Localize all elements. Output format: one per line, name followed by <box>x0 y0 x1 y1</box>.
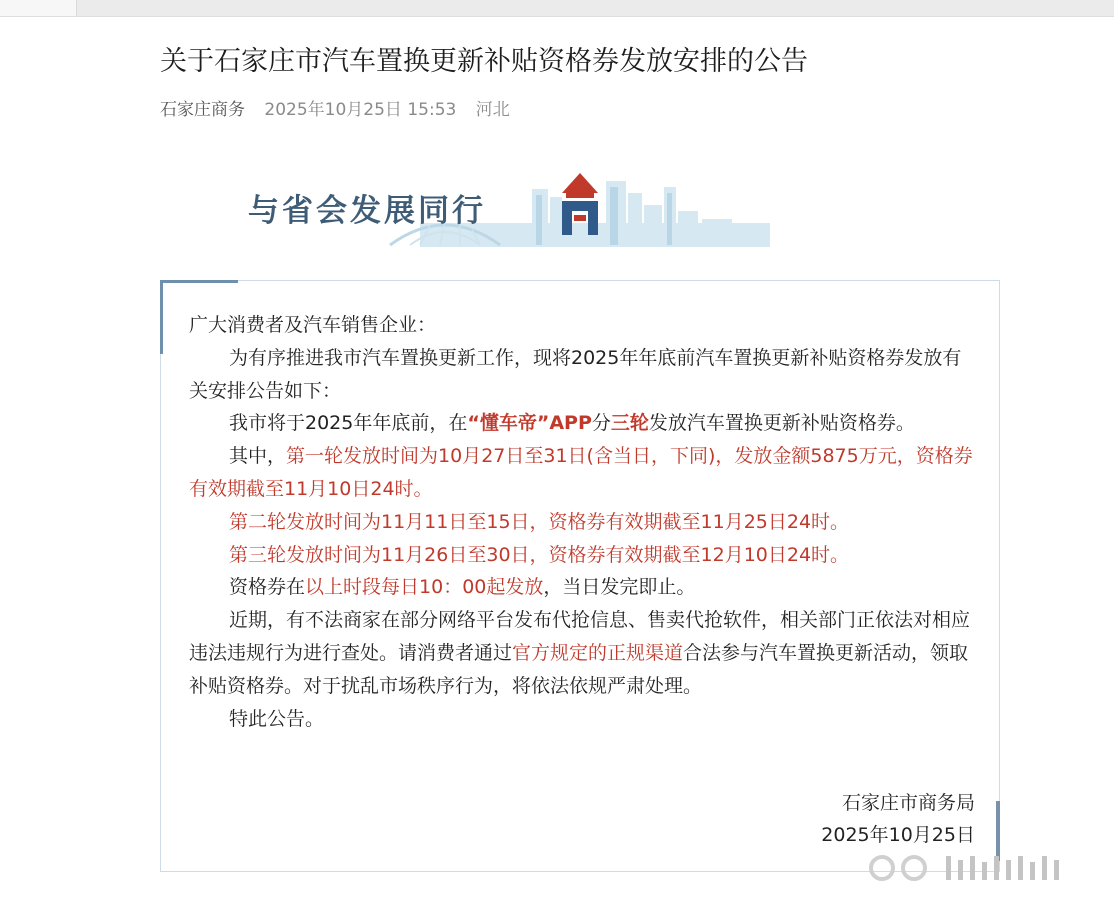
text-segment: 发放汽车置换更新补贴资格券。 <box>648 412 915 435</box>
notice-signature <box>821 787 975 851</box>
text-segment: 分 <box>591 412 611 435</box>
notice-paragraph-time <box>189 571 979 604</box>
notice-paragraph-round-3: 第三轮发放时间为11月26日至30日，资格券有效期截至12月10日24时。 <box>229 543 850 566</box>
card-accent-top <box>160 280 238 283</box>
article-source[interactable]: 石家庄商务 <box>160 100 245 120</box>
notice-paragraph-round-2: 第二轮发放时间为11月11日至15日，资格券有效期截至11月25日24时。 <box>229 510 850 533</box>
round-1-highlight: 第一轮发放时间为10月27日至31日(含当日，下同)，发放金额5875万元，资格券有效期截至11月10日24时。 <box>189 445 973 500</box>
text-segment: 其中， <box>229 445 287 468</box>
text-segment: ，当日发完即止。 <box>543 576 696 599</box>
article-region: 河北 <box>475 100 510 120</box>
watermark-logo-icon <box>846 850 1086 886</box>
article-datetime: 2025年10月25日 15:53 <box>264 100 457 120</box>
article-meta <box>160 96 510 124</box>
header-banner <box>240 165 770 250</box>
notice-salutation: 广大消费者及汽车销售企业： <box>189 314 437 336</box>
channel-highlight: 官方规定的正规渠道 <box>512 641 684 664</box>
browser-tab[interactable] <box>0 0 77 16</box>
notice-paragraph-intro: 为有序推进我市汽车置换更新工作，现将2025年年底前汽车置换更新补贴资格券发放有关安排公告如下： <box>189 346 962 402</box>
notice-paragraph-warning <box>189 604 979 702</box>
text-segment: 合法参与汽车置换更新活动，领取补贴资格券。对于扰乱市场秩序行为，将依法依规严肃处理。 <box>189 641 969 697</box>
notice-closing: 特此公告。 <box>229 707 325 730</box>
signature-date: 2025年10月25日 <box>821 824 975 846</box>
notice-paragraph-platform <box>189 407 979 440</box>
notice-card <box>160 280 1000 872</box>
app-name-highlight: “懂车帝”APP <box>467 412 592 435</box>
browser-tab-strip <box>0 0 1114 17</box>
time-highlight: 以上时段每日10：00起发放 <box>305 576 544 599</box>
text-segment: 资格券在 <box>229 576 306 599</box>
notice-body <box>189 309 979 735</box>
banner-slogan: 与省会发展同行 <box>248 193 486 229</box>
text-segment: 近期，有不法商家在部分网络平台发布代抢信息、售卖代抢软件，相关部门正依法对相应违法违规行为进行查处。请消费者通过 <box>189 609 971 664</box>
text-segment: 我市将于2025年年底前，在 <box>229 412 468 435</box>
notice-paragraph-round-1 <box>189 440 979 506</box>
article-title: 关于石家庄市汽车置换更新补贴资格券发放安排的公告 <box>160 46 808 77</box>
signature-org: 石家庄市商务局 <box>841 792 975 814</box>
rounds-highlight: 三轮 <box>610 412 649 435</box>
card-accent-left <box>160 280 163 354</box>
